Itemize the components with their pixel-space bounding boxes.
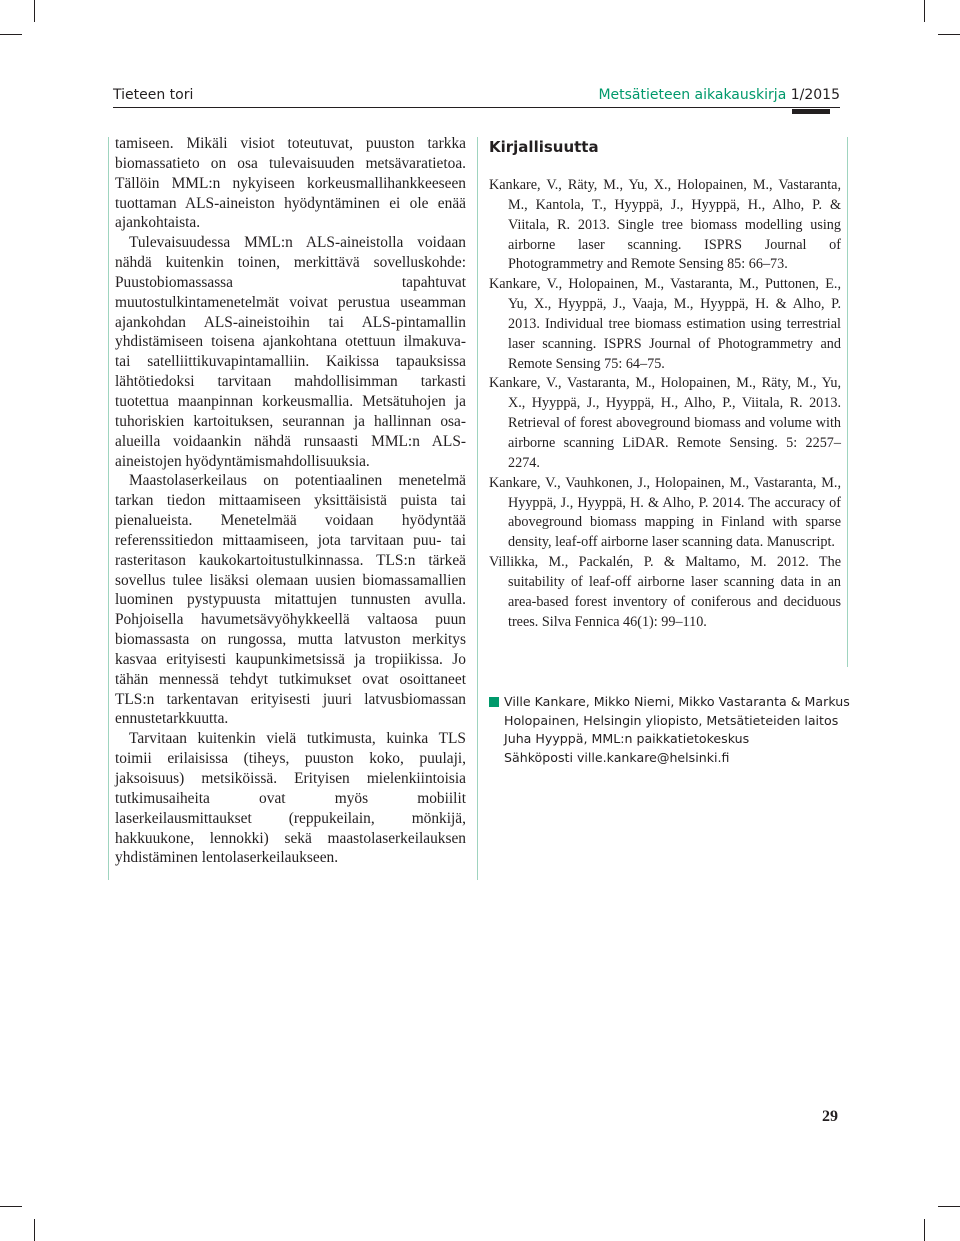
journal-header [598,87,840,103]
section-name: Tieteen tori [113,87,194,103]
author-email: Sähköposti ville.kankare@helsinki.fi [504,749,730,765]
column-rule-right [847,137,848,667]
reference-item: Kankare, V., Vastaranta, M., Holopainen, M., Räty, M., Yu, X., Hyyppä, J., Hyyppä, H., Alho, P., Viitala, R. 2013. Retrieval of forest aboveground biomass and volume with airborne scanning LiDAR. Remote Sensing. 5: 2257–2274. [489,375,841,471]
header-rule [113,107,840,108]
crop-mark [924,1219,925,1241]
reference-item: Villikka, M., Packalén, P. & Maltamo, M. 2012. The suitability of leaf-off airborne laser scanning data in an area-based forest inventory of coniferous and deciduous trees. Silva Fennica 46(1): 99–110. [489,554,841,630]
body-paragraph: Maastolaserkeilaus on potentiaalinen menetelmä tarkan tiedon mittaamiseen yksittäisistä puista tai pienalueista. Menetelmää voidaan hyödyntää referenssitiedon mittaamiseen, jota tarvitaan puu- tai rasteritason kaukokartoitustulkinnassa. TLS:n tärkeä sovellus tulee lisäksi olemaan uusien biomassamallien luominen pystypuusta mitattujen tunnusten avulla. Pohjoisella havumetsävyöhykkeellä valtaosa puun biomassasta on rungossa, mutta latvuston merkitys kasvaa erityisesti kaupunkimetsissä ja tropiikissa. Jo tähän mennessä tehdyt tutkimukset ovat osoittaneet TLS:n tarkentavan erityisesti juuri latvusbiomassan ennustetarkkuutta. [115,472,466,728]
author-line: Ville Kankare, Mikko Niemi, Mikko Vastaranta & Markus [504,694,850,709]
header-bar [792,109,830,114]
author-marker-icon [489,697,499,707]
crop-mark [0,1206,22,1207]
reference-item: Kankare, V., Holopainen, M., Vastaranta, M., Puttonen, E., Yu, X., Hyyppä, J., Vaaja, M., Hyyppä, H. & Alho, P. 2013. Individual tree biomass estimation using terrestrial laser scanning. ISPRS Journal of Photogrammetry and Remote Sensing 75: 64–75. [489,276,841,372]
crop-mark [34,0,35,22]
author-line: Juha Hyyppä, MML:n paikkatietokeskus [504,731,750,746]
crop-mark [924,0,925,22]
reference-item: Kankare, V., Räty, M., Yu, X., Holopainen, M., Vastaranta, M., Kantola, T., Hyyppä, J., Hyyppä, H., Alho, P. & Viitala, R. 2013. Single tree biomass modelling using airborne laser scanning. ISPRS Journal of Photogrammetry and Remote Sensing 85: 66–73. [489,177,841,273]
column-rule-middle [477,137,478,880]
author-line: Holopainen, Helsingin yliopisto, Metsätieteiden laitos [504,712,839,728]
crop-mark [938,1206,960,1207]
page-number: 29 [822,1108,838,1125]
references-heading: Kirjallisuutta [489,138,599,156]
body-paragraph: tamiseen. Mikäli visiot toteutuvat, puuston tarkka biomassatieto on osa tulevaisuuden metsävaratietoa. Tällöin MML:n nykyiseen korkeusmallihankkeeseen tuottaman ALS-aineiston hyödyntäminen ei ole enää ajankohtaista. [115,135,466,232]
body-paragraph: Tarvitaan kuitenkin vielä tutkimusta, kuinka TLS toimii erilaisissa (tiheys, puuston koko, puulaji, jaksoisuus) metsiköissä. Erityisen mielenkiintoisia tutkimusaiheita ovat myös mobiilit laserkeilausmittaukset (reppukeilain, mönkijä, hakkuukone, lennokki) sekä maastolaserkeilauksen yhdistäminen lentolaserkeilaukseen. [115,730,466,867]
crop-mark [938,34,960,35]
crop-mark [0,34,22,35]
body-text-column [115,134,466,868]
body-paragraph: Tulevaisuudessa MML:n ALS-aineistolla voidaan nähdä kuitenkin toinen, merkittävä sovelluskohde: Puustobiomassassa tapahtuvat muutostulkintamenetelmät voivat perustua useamman ajankohdan ALS-aineistoihin tai ALS-pintamallin yhdistämiseen toisena ajankohtana otettuun ilmakuva- tai satelliittikuvapintamalliin. Kaikissa tapauksissa lähtötiedoksi tarvitaan mahdollisimman tarkasti tuotettua maanpinnan korkeusmallia. Metsätuhojen ja tuhoriskien kartoituksen, seurannan ja hallinnan osa-alueilla voidaankin nähdä runsaasti MML:n ALS-aineistojen hyödyntämismahdollisuuksia. [115,234,466,470]
column-rule-left [108,137,109,880]
reference-item: Kankare, V., Vauhkonen, J., Holopainen, M., Vastaranta, M., Hyyppä, J., Hyyppä, H. & Alho, P. 2014. The accuracy of aboveground biomass mapping in Finland with sparse density, leaf-off airborne laser scanning data. Manuscript. [489,474,841,551]
journal-name: Metsätieteen aikakauskirja [598,87,787,103]
journal-issue: 1/2015 [790,87,840,103]
author-info [489,693,849,767]
references-section [489,136,841,632]
crop-mark [34,1219,35,1241]
